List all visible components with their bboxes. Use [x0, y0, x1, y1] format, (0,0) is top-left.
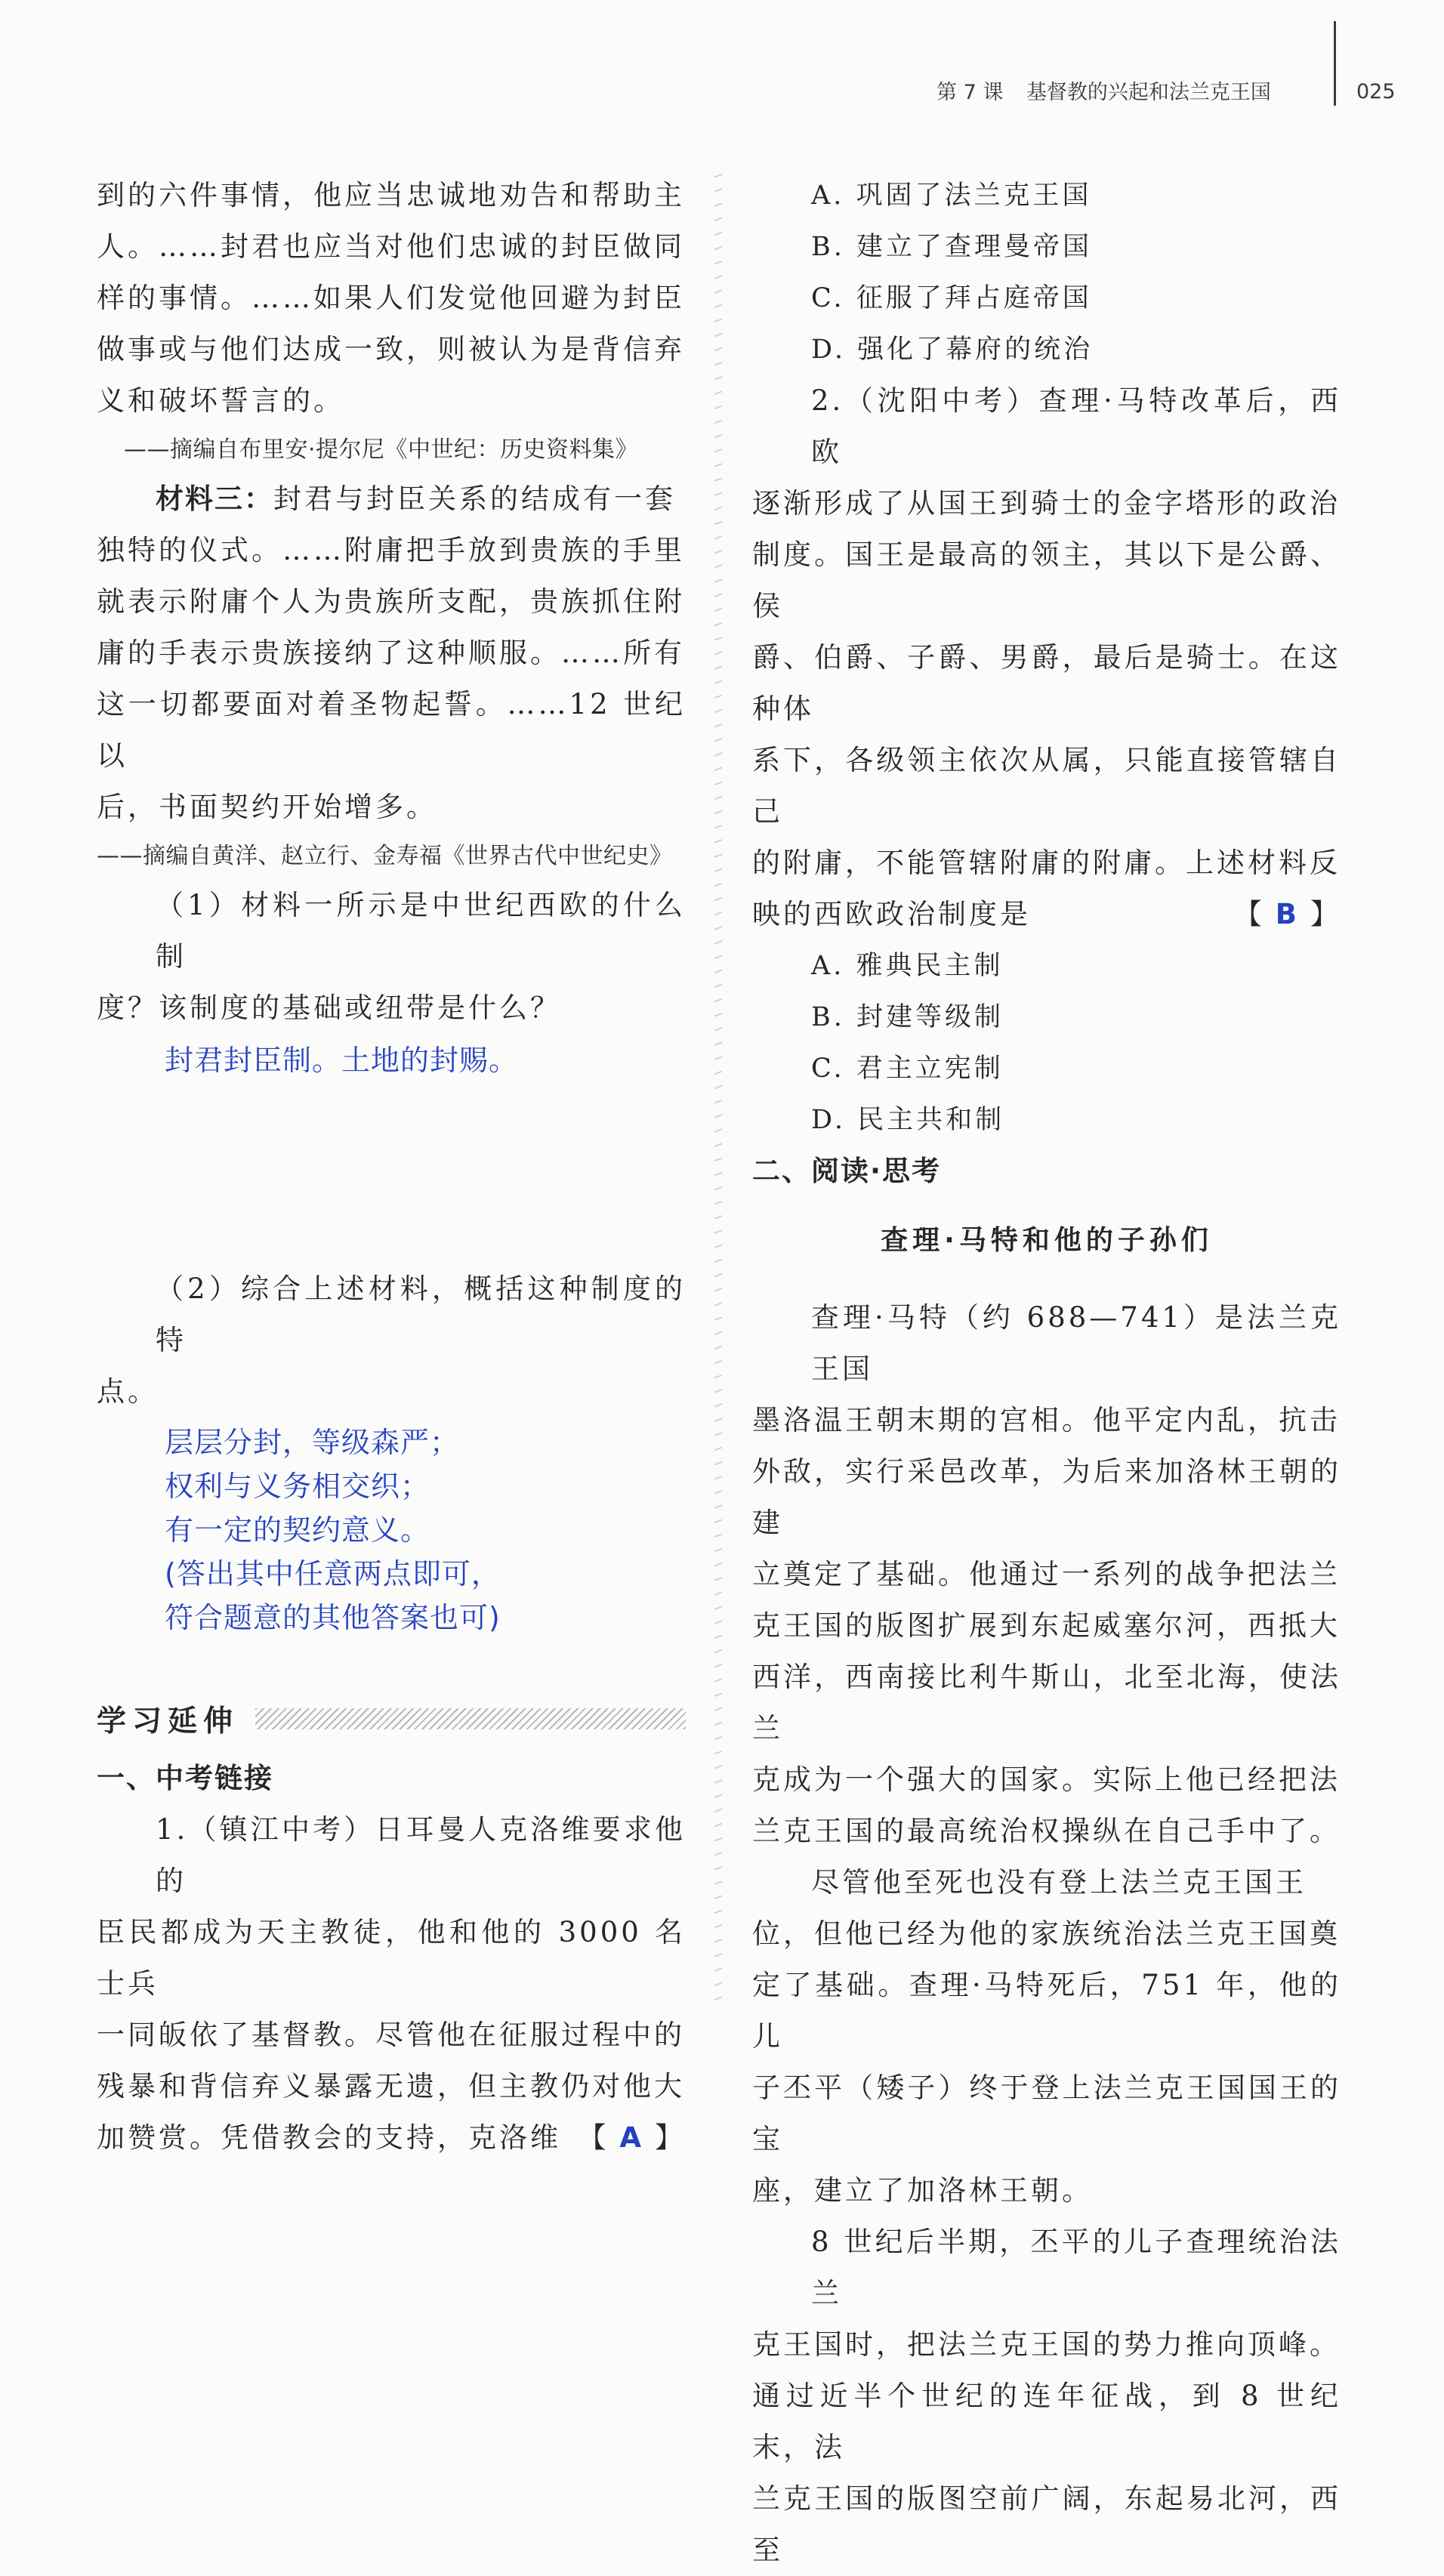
question-2-options — [752, 940, 1341, 1146]
header-divider — [1334, 21, 1336, 106]
answer-2: 层层分封，等级森严； 权利与义务相交织； 有一定的契约意义。 (答出其中任意两点即可， 符合题意的其他答案也可) — [165, 1426, 501, 1634]
material2-continued: 到的六件事情，他应当忠诚地劝告和帮助主 人。……封君也应当对他们忠诚的封臣做同 样的事情。……如果人们发觉他回避为封臣 做事或与他们达成一致，则被认为是背信弃 义和破坏誓言的。 — [97, 179, 685, 417]
option-c: C. 征服了拜占庭帝国 — [811, 283, 1092, 313]
exam-question-2-last-line: 映的西欧政治制度是 【 B 】 — [752, 889, 1341, 940]
section-hatch — [255, 1708, 686, 1729]
page-number: 025 — [1356, 80, 1396, 103]
left-column — [97, 170, 686, 2164]
exam-question-1: 1.（镇江中考）日耳曼人克洛维要求他的 臣民都成为天主教徒，他和他的 3000 名士兵 一同皈依了基督教。尽管他在征服过程中的 残暴和背信弃义暴露无遗，但主教仍对他大 — [97, 1813, 686, 2102]
exam-question-1-last-line: 加赞赏。凭借教会的支持，克洛维 【 A 】 — [97, 2112, 686, 2164]
question-1-options — [752, 170, 1341, 375]
answer-bracket: 【 A 】 — [578, 2121, 686, 2154]
answer-choice: A — [619, 2121, 644, 2154]
article-title: 查理·马特和他的子孙们 — [881, 1225, 1213, 1256]
option-d: D. 民主共和制 — [811, 1105, 1005, 1135]
answer-1: 封君封臣制。土地的封赐。 — [165, 1044, 519, 1077]
question-1: （1）材料一所示是中世纪西欧的什么制 度？该制度的基础或纽带是什么？ — [97, 889, 686, 1024]
source-citation-2: ——摘编自黄洋、赵立行、金寿福《世界古代中世纪史》 — [97, 843, 673, 869]
article-paragraph-2: 尽管他至死也没有登上法兰克王国王 位，但他已经为他的家族统治法兰克王国奠 定了基础。查理·马特死后，751 年，他的儿 子丕平（矮子）终于登上法兰克王国国王的宝 座，建立了加洛林王朝。 — [752, 1866, 1341, 2207]
subsection-exam-links: 一、中考链接 — [97, 1762, 273, 1794]
right-column — [752, 170, 1341, 2576]
column-divider — [714, 170, 722, 2005]
question-2: （2）综合上述材料，概括这种制度的特 点。 — [97, 1273, 686, 1408]
source-citation-1: ——摘编自布里安·提尔尼《中世纪：历史资料集》 — [124, 437, 639, 463]
option-b: B. 建立了查理曼帝国 — [811, 232, 1092, 262]
option-b: B. 封建等级制 — [811, 1002, 1004, 1032]
section-title: 学习延伸 — [97, 1704, 239, 1738]
answer-choice: B — [1275, 898, 1300, 930]
material3: 材料三：封君与封臣关系的结成有一套 — [156, 483, 676, 515]
option-d: D. 强化了幕府的统治 — [811, 335, 1094, 365]
subsection-reading: 二、阅读·思考 — [752, 1155, 942, 1187]
lesson-number: 第 7 课 — [936, 81, 1004, 104]
option-a: A. 巩固了法兰克王国 — [811, 180, 1092, 211]
material3-label: 材料三： — [156, 483, 273, 515]
exam-question-2: 2.（沈阳中考）查理·马特改革后，西欧 逐渐形成了从国王到骑士的金字塔形的政治 制度。国王是最高的领主，其以下是公爵、侯 爵、伯爵、子爵、男爵，最后是骑士。在这种体 系下，各级领主依次从属，只能直接管辖自己 的附庸，不能管辖附庸的附庸。上述材料反 — [752, 384, 1341, 879]
lesson-title: 基督教的兴起和法兰克王国 — [1026, 81, 1271, 104]
material3-body: 独特的仪式。……附庸把手放到贵族的手里 就表示附庸个人为贵族所支配，贵族抓住附 庸的手表示贵族接纳了这种顺服。……所有 这一切都要面对着圣物起誓。……12 世纪以 后，书面契约开始增多。 — [97, 534, 686, 823]
option-a: A. 雅典民主制 — [811, 951, 1004, 981]
article-paragraph-3: 8 世纪后半期，丕平的儿子查理统治法兰 克王国时，把法兰克王国的势力推向顶峰。 通过近半个世纪的连年征战，到 8 世纪末，法 兰克王国的版图空前广阔，东起易北河，西至 — [752, 2226, 1341, 2566]
page-header — [936, 76, 1329, 105]
article-paragraph-1: 查理·马特（约 688—741）是法兰克王国 墨洛温王朝末期的宫相。他平定内乱，抗击 外敌，实行采邑改革，为后来加洛林王朝的建 立奠定了基础。他通过一系列的战争把法兰 克王国的版图扩展到东起威塞尔河，西抵大 西洋，西南接比利牛斯山，北至北海，使法兰 克成为一个强大的国家。实际上他已经把法 兰克王国的最高统治权操纵在自己手中了。 — [752, 1301, 1341, 1847]
section-header — [97, 1692, 686, 1745]
answer-bracket: 【 B 】 — [1233, 898, 1341, 930]
option-c: C. 君主立宪制 — [811, 1054, 1004, 1084]
